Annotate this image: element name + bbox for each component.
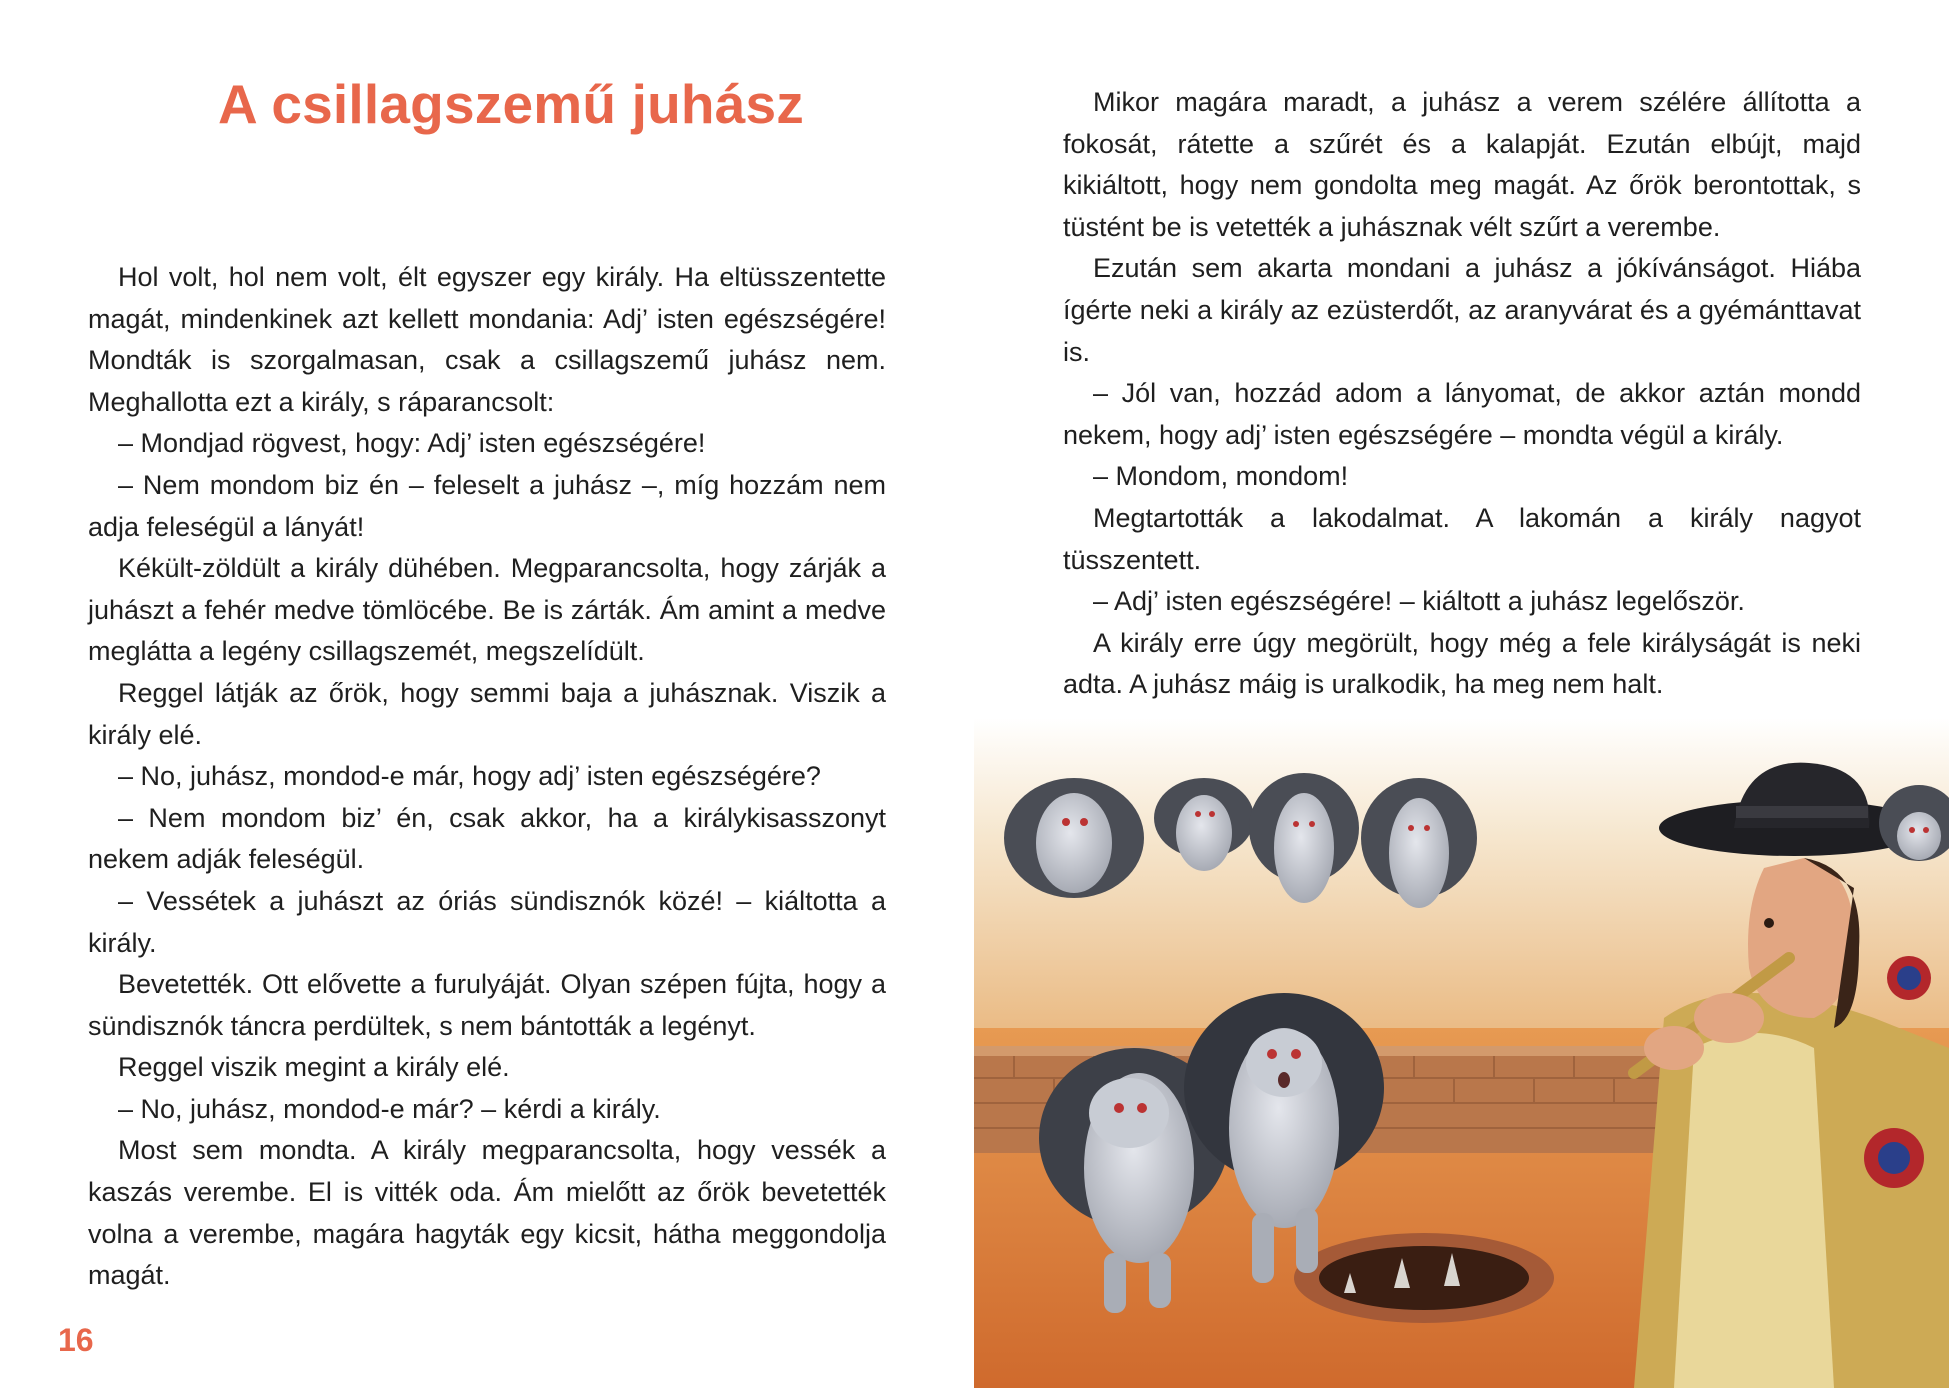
shepherd-hedgehogs-illustration xyxy=(974,718,1949,1388)
illustration-svg xyxy=(974,718,1949,1388)
story-title: A csillagszemű juhász xyxy=(218,73,804,135)
paragraph: Bevetették. Ott elővette a furulyáját. Olyan szépen fújta, hogy a sündisznók táncra perdültek, s nem bántották a legényt. xyxy=(88,969,886,1041)
page-number: 16 xyxy=(58,1322,94,1358)
right-text-column xyxy=(1063,82,1861,706)
paragraph: – Vessétek a juhászt az óriás sündisznók közé! – kiáltotta a király. xyxy=(88,885,886,958)
paragraph: Kékült-zöldült a király dühében. Megparancsolta, hogy zárják a juhászt a fehér medve tömlöcébe. Be is zárták. Ám amint a medve meglátta a legény csillagszemét, megszelídült. xyxy=(88,553,886,667)
left-text-column xyxy=(88,257,886,1297)
paragraph: – No, juhász, mondod-e már, hogy adj’ isten egészségére? xyxy=(118,761,821,792)
paragraph: Most sem mondta. A király megparancsolta, hogy vessék a kaszás verembe. El is vitték oda. Ám mielőtt az őrök bevetették volna a verembe, magára hagyták egy kicsit, hátha meggondolja magát. xyxy=(88,1135,886,1291)
paragraph: A király erre úgy megörült, hogy még a fele királyságát is neki adta. A juhász máig is uralkodik, ha meg nem halt. xyxy=(1063,627,1861,700)
hedgehog-bg-1 xyxy=(1004,778,1144,898)
pit xyxy=(1294,1233,1554,1323)
paragraph: Mikor magára maradt, a juhász a verem szélére állította a fokosát, rátette a szűrét és a kalapját. Ezután elbújt, majd kikiáltott, hogy nem gondolta meg magát. Az őrök berontottak, s tüstént be is vetették a juhásznak vélt szűrt a verembe. xyxy=(1063,87,1861,242)
left-page xyxy=(0,0,974,1388)
paragraph: Hol volt, hol nem volt, élt egyszer egy király. Ha eltüsszentette magát, mindenkinek azt kellett mondania: Adj’ isten egészségére! Mondták is szorgalmasan, csak a csillagszemű juhász nem. Meghallotta ezt a király, s ráparancsolt: xyxy=(88,262,886,417)
paragraph: – Jól van, hozzád adom a lányomat, de akkor aztán mondd nekem, hogy adj’ isten egészségére – mondta végül a király. xyxy=(1063,378,1861,450)
paragraph: Reggel látják az őrök, hogy semmi baja a juhásznak. Viszik a király elé. xyxy=(88,677,886,750)
paragraph: Ezután sem akarta mondani a juhász a jókívánságot. Hiába ígérte neki a király az ezüsterdőt, az aranyvárat és a gyémánttavat is. xyxy=(1063,253,1861,367)
paragraph: – Adj’ isten egészségére! – kiáltott a juhász legelőször. xyxy=(1093,586,1745,617)
paragraph: – Nem mondom biz’ én, csak akkor, ha a királykisasszonyt nekem adják feleségül. xyxy=(88,802,886,875)
paragraph: – Mondom, mondom! xyxy=(1093,461,1349,492)
paragraph: Megtartották a lakodalmat. A lakomán a király nagyot tüsszentett. xyxy=(1063,502,1861,575)
paragraph: – Nem mondom biz én – feleselt a juhász –, míg hozzám nem adja feleségül a lányát! xyxy=(88,469,886,542)
paragraph: – Mondjad rögvest, hogy: Adj’ isten egészségére! xyxy=(118,428,706,459)
paragraph: Reggel viszik megint a király elé. xyxy=(118,1052,510,1083)
paragraph: – No, juhász, mondod-e már? – kérdi a király. xyxy=(118,1093,661,1124)
